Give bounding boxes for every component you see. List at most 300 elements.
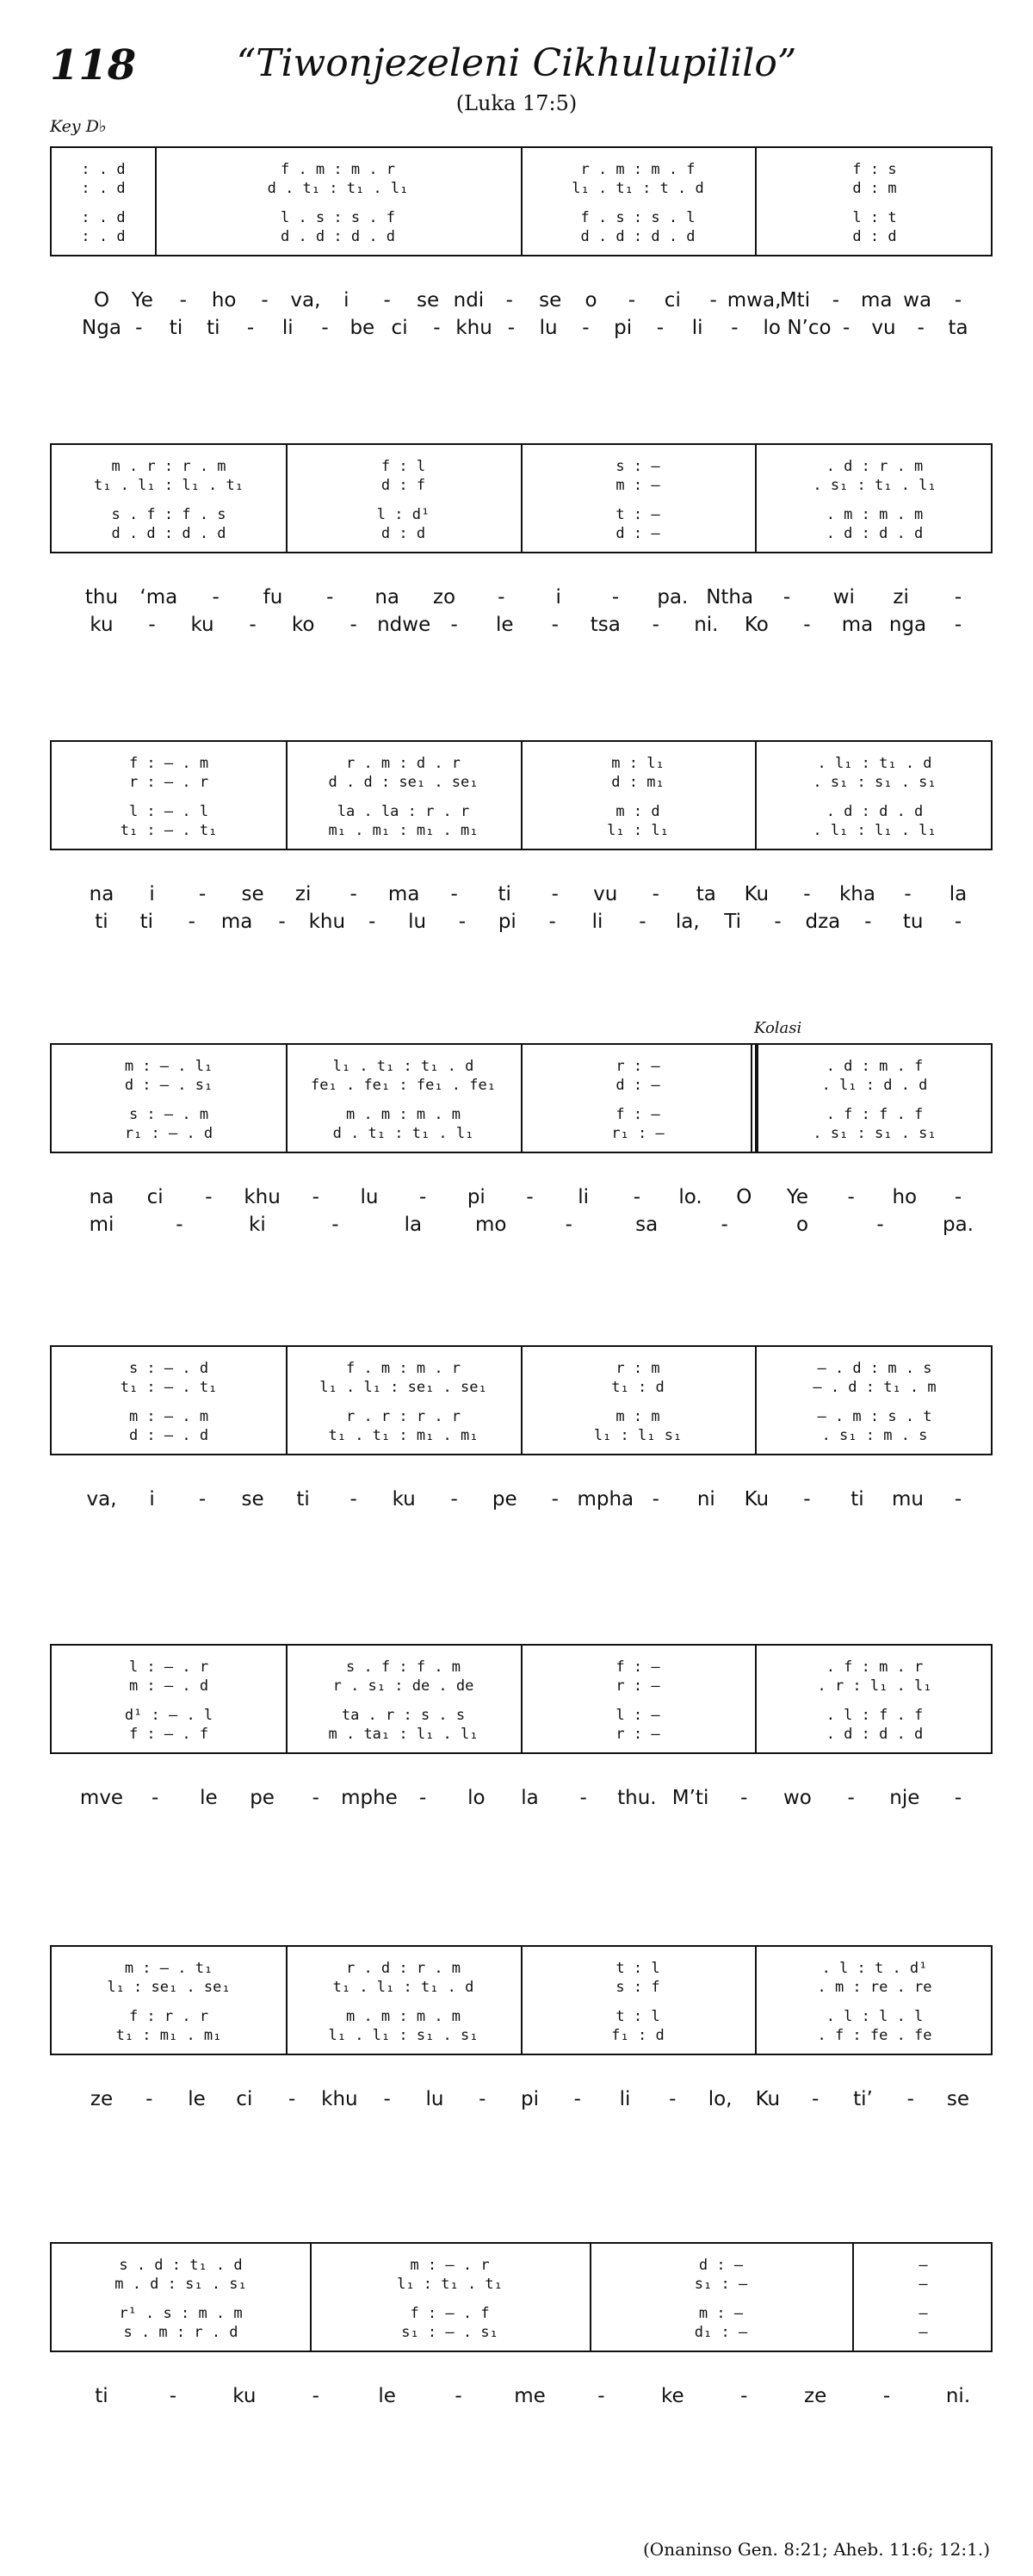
- score-system: [50, 2242, 993, 2352]
- voice-tenor: . d : d . d: [826, 803, 924, 820]
- lyric-syllable: -: [803, 1488, 811, 1510]
- lyric-syllable: -: [633, 1186, 641, 1208]
- lyric-syllable: -: [455, 2385, 462, 2407]
- voice-soprano: f . m : m . r: [345, 1360, 461, 1377]
- lyric-syllable: lo.: [678, 1186, 702, 1208]
- lyric-syllable: ho: [211, 289, 237, 312]
- voice-alto: – . d : t₁ . m: [813, 1379, 937, 1396]
- barline: [521, 148, 523, 255]
- lyric-line: [50, 2086, 993, 2114]
- lyric-syllable: -: [740, 2385, 748, 2407]
- lyric-syllable: be: [349, 317, 375, 339]
- lyric-syllable: ke: [661, 2385, 684, 2407]
- lyric-syllable: ndi: [453, 289, 485, 312]
- voice-soprano: m . r : r . m: [111, 458, 226, 475]
- barline: [286, 1947, 288, 2054]
- voice-tenor: . l : f . f: [826, 1707, 924, 1724]
- lyric-syllable: ti: [95, 911, 108, 933]
- hymn-title: “Tiwonjezeleni Cikhulupililo”: [236, 41, 797, 85]
- lyric-syllable: -: [179, 289, 187, 312]
- voice-alto: l₁ . l₁ : se₁ . se₁: [319, 1379, 487, 1396]
- lyric-syllable: li: [619, 2088, 631, 2110]
- measure: [55, 1947, 282, 2054]
- lyric-syllable: -: [246, 317, 255, 339]
- lyric-syllable: wo: [782, 1787, 812, 1809]
- lyric-syllable: -: [145, 2088, 153, 2110]
- lyric-syllable: mu: [891, 1488, 924, 1510]
- voice-soprano: m : – . r: [410, 2257, 490, 2274]
- lyric-syllable: le: [200, 1787, 218, 1809]
- footer-references: (Onaninso Gen. 8:21; Aheb. 11:6; 12:1.): [643, 2539, 990, 2560]
- hymn-number: 118: [50, 41, 137, 90]
- lyric-syllable: pi: [614, 317, 633, 339]
- voice-soprano: r . d : r . m: [345, 1960, 461, 1977]
- lyric-syllable: ni.: [694, 614, 719, 636]
- lyric-syllable: -: [565, 1214, 572, 1236]
- lyric-syllable: -: [843, 317, 851, 339]
- voice-soprano: f : – . m: [128, 755, 209, 772]
- voice-bass: : . d: [81, 228, 126, 245]
- voice-tenor: m . m : m . m: [345, 2008, 461, 2025]
- lyric-syllable: na: [89, 883, 114, 905]
- lyric-syllable: Ti: [724, 911, 742, 933]
- measure: [758, 1045, 991, 1152]
- voice-soprano: m : – . t₁: [124, 1960, 213, 1977]
- voice-alto: . s₁ : t₁ . l₁: [813, 477, 937, 494]
- voice-alto: r : – . r: [128, 774, 209, 791]
- score-system: [50, 443, 993, 553]
- lyric-syllable: la,: [675, 911, 700, 933]
- lyric-syllable: lu: [539, 317, 558, 339]
- lyric-syllable: li: [281, 317, 294, 339]
- voice-soprano: s . f : f . m: [345, 1659, 461, 1676]
- lyric-syllable: ni.: [945, 2385, 971, 2407]
- voice-tenor: s : – . m: [128, 1106, 209, 1123]
- voice-alto: l₁ . t₁ : t . d: [572, 180, 704, 197]
- lyric-syllable: -: [652, 883, 659, 905]
- lyric-syllable: mo: [475, 1214, 507, 1236]
- lyric-syllable: thu: [84, 586, 119, 608]
- lyric-syllable: vu: [871, 317, 896, 339]
- voice-alto: t₁ : d: [611, 1379, 665, 1396]
- lyric-syllable: sa: [635, 1214, 659, 1236]
- lyric-syllable: se: [241, 1488, 264, 1510]
- lyric-syllable: -: [906, 2088, 914, 2110]
- lyric-syllable: pi: [467, 1186, 486, 1208]
- barline: [286, 445, 288, 552]
- measure: [289, 742, 517, 849]
- lyric-syllable: ku: [392, 1488, 416, 1510]
- voice-tenor: . m : m . m: [826, 506, 924, 523]
- voice-bass: . d : d . d: [826, 525, 924, 542]
- lyric-line: [50, 1184, 993, 1212]
- measure: [524, 1347, 752, 1454]
- measure: [55, 1646, 282, 1752]
- lyric-syllable: wi: [832, 586, 855, 608]
- voice-tenor: f : —: [615, 1106, 660, 1123]
- lyric-syllable: -: [803, 883, 811, 905]
- voice-tenor: ta . r : s . s: [341, 1707, 466, 1724]
- voice-bass: . f : fe . fe: [817, 2027, 932, 2044]
- lyric-syllable: tsa: [590, 614, 621, 636]
- lyric-syllable: Ntha: [706, 586, 754, 608]
- barline: [755, 445, 757, 552]
- lyric-syllable: ma: [387, 883, 420, 905]
- measure: [524, 1947, 752, 2054]
- lyric-syllable: se: [946, 2088, 970, 2110]
- voice-soprano: l : – . r: [128, 1659, 209, 1676]
- voice-tenor: l . s : s . f: [280, 209, 396, 226]
- voice-tenor: f : – . f: [410, 2305, 490, 2322]
- voice-soprano: f : s: [852, 161, 897, 178]
- voice-soprano: r : —: [615, 1058, 660, 1075]
- voice-soprano: f . m : m . r: [280, 161, 396, 178]
- lyric-syllable: wa: [903, 289, 932, 312]
- voice-soprano: . d : r . m: [826, 458, 924, 475]
- lyric-syllable: -: [198, 1488, 207, 1510]
- lyric-syllable: -: [954, 1186, 962, 1208]
- lyric-syllable: dza: [805, 911, 841, 933]
- voice-alto: d : m₁: [611, 774, 665, 791]
- voice-alto: t₁ . l₁ : t₁ . d: [332, 1979, 474, 1996]
- voice-alto: t₁ : – . t₁: [120, 1379, 218, 1396]
- lyric-syllable: -: [261, 289, 269, 312]
- voice-tenor: r¹ . s : m . m: [119, 2305, 243, 2322]
- measure: [55, 1045, 282, 1152]
- voice-bass: l₁ . l₁ : s₁ . s₁: [328, 2027, 479, 2044]
- lyric-syllable: ta: [948, 317, 968, 339]
- measure: [55, 742, 282, 849]
- voice-tenor: l : —: [615, 1707, 660, 1724]
- lyric-syllable: fu: [263, 586, 283, 608]
- lyric-syllable: -: [548, 911, 556, 933]
- voice-soprano: f : —: [615, 1659, 660, 1676]
- lyric-syllable: -: [331, 1214, 339, 1236]
- lyric-syllable: khu: [308, 911, 346, 933]
- measure: [524, 742, 752, 849]
- lyric-syllable: -: [505, 289, 513, 312]
- voice-bass: l₁ : l₁ s₁: [593, 1427, 683, 1444]
- barline: [755, 148, 757, 255]
- lyric-syllable: -: [882, 2385, 891, 2407]
- voice-tenor: —: [919, 2305, 928, 2322]
- lyric-syllable: ci: [664, 289, 681, 312]
- barline: [521, 1045, 523, 1152]
- lyric-line: [50, 1785, 993, 1813]
- lyric-syllable: -: [573, 2088, 581, 2110]
- voice-tenor: t : —: [615, 506, 660, 523]
- voice-tenor: f : r . r: [128, 2008, 209, 2025]
- lyric-syllable: -: [847, 1787, 855, 1809]
- lyric-syllable: -: [652, 1488, 659, 1510]
- lyric-syllable: -: [205, 1186, 213, 1208]
- lyric-syllable: la: [404, 1214, 423, 1236]
- lyric-syllable: lu: [360, 1186, 379, 1208]
- lyric-syllable: -: [954, 614, 962, 636]
- voice-bass: r₁ : —: [611, 1125, 665, 1142]
- voice-tenor: t : l: [615, 2008, 660, 2025]
- barline: [286, 1045, 288, 1152]
- measure: [55, 148, 152, 255]
- lyric-syllable: ko: [291, 614, 315, 636]
- lyric-line: [50, 287, 993, 315]
- lyric-syllable: -: [418, 1186, 427, 1208]
- voice-tenor: . l : l . l: [826, 2008, 924, 2025]
- barline: [521, 445, 523, 552]
- lyric-syllable: i: [149, 1488, 155, 1510]
- lyric-syllable: Ye: [786, 1186, 809, 1208]
- voice-tenor: – . m : s . t: [817, 1408, 932, 1425]
- score-system: [50, 1043, 993, 1153]
- scripture-reference: (Luka 17:5): [455, 91, 578, 115]
- voice-alto: . l₁ : d . d: [821, 1077, 928, 1094]
- score-system: [50, 1945, 993, 2055]
- lyric-syllable: -: [249, 614, 257, 636]
- lyric-syllable: ti: [207, 317, 220, 339]
- voice-bass: f₁ : d: [611, 2027, 665, 2044]
- lyric-syllable: tu: [902, 911, 924, 933]
- lyric-syllable: pe: [492, 1488, 517, 1510]
- lyric-syllable: se: [241, 883, 264, 905]
- lyric-syllable: -: [954, 586, 962, 608]
- lyric-syllable: -: [782, 586, 791, 608]
- lyric-syllable: -: [639, 911, 646, 933]
- lyric-syllable: ni: [696, 1488, 715, 1510]
- lyric-syllable: mwa,: [727, 289, 782, 312]
- voice-alto: m : —: [615, 477, 660, 494]
- lyric-syllable: -: [551, 883, 559, 905]
- lyric-syllable: ti’: [853, 2088, 873, 2110]
- voice-bass: d₁ : —: [694, 2324, 748, 2341]
- lyric-syllable: -: [847, 1186, 855, 1208]
- lyric-syllable: mve: [79, 1787, 124, 1809]
- lyric-syllable: -: [349, 883, 357, 905]
- measure: [758, 1646, 991, 1752]
- voice-bass: m₁ . m₁ : m₁ . m₁: [328, 822, 479, 839]
- barline: [286, 1347, 288, 1454]
- voice-bass: d : d: [380, 525, 426, 542]
- lyric-syllable: -: [876, 1214, 884, 1236]
- measure: [289, 445, 517, 552]
- lyric-syllable: -: [169, 2385, 177, 2407]
- barline: [310, 2244, 312, 2351]
- barline: [755, 742, 757, 849]
- lyric-syllable: -: [656, 317, 665, 339]
- barline: [521, 742, 523, 849]
- key-signature: Key D♭: [50, 117, 107, 136]
- voice-bass: t₁ : m₁ . m₁: [115, 2027, 222, 2044]
- lyric-syllable: ndwe: [377, 614, 431, 636]
- lyric-syllable: i: [149, 883, 155, 905]
- voice-bass: . s₁ : s₁ . s₁: [813, 1125, 937, 1142]
- lyric-syllable: -: [812, 2088, 820, 2110]
- barline: [590, 2244, 591, 2351]
- lyric-syllable: khu: [455, 317, 492, 339]
- voice-bass: . l₁ : l₁ . l₁: [813, 822, 937, 839]
- lyric-syllable: va,: [86, 1488, 117, 1510]
- measure: [158, 148, 517, 255]
- lyric-syllable: ho: [892, 1186, 918, 1208]
- lyric-syllable: se: [539, 289, 562, 312]
- voice-alto: d : —: [615, 1077, 660, 1094]
- measure: [313, 2244, 586, 2351]
- voice-alto: r . s₁ : de . de: [332, 1677, 474, 1695]
- lyric-syllable: se: [416, 289, 440, 312]
- lyric-syllable: mpha: [577, 1488, 634, 1510]
- measure: [524, 1045, 752, 1152]
- lyric-syllable: -: [312, 1186, 319, 1208]
- lyric-syllable: ki: [249, 1214, 266, 1236]
- lyric-syllable: -: [212, 586, 220, 608]
- lyric-syllable: Nga: [82, 317, 121, 339]
- voice-soprano: – . d : m . s: [817, 1360, 932, 1377]
- voice-bass: r₁ : – . d: [124, 1125, 213, 1142]
- voice-tenor: s . f : f . s: [111, 506, 226, 523]
- lyric-syllable: ma: [220, 911, 253, 933]
- lyric-syllable: o: [796, 1214, 809, 1236]
- lyric-syllable: -: [628, 289, 636, 312]
- lyric-syllable: -: [803, 614, 811, 636]
- lyric-syllable: -: [383, 289, 391, 312]
- lyric-syllable: -: [312, 1787, 319, 1809]
- voice-alto: m . d : s₁ . s₁: [114, 2276, 247, 2293]
- barline: [852, 2244, 854, 2351]
- voice-tenor: m : m: [615, 1408, 660, 1425]
- lyric-syllable: -: [832, 289, 839, 312]
- lyric-syllable: le: [495, 614, 514, 636]
- lyric-syllable: -: [669, 2088, 677, 2110]
- voice-bass: s . m : r . d: [123, 2324, 238, 2341]
- lyric-syllable: Ku: [744, 883, 770, 905]
- lyric-syllable: -: [652, 614, 659, 636]
- voice-bass: t₁ . t₁ : m₁ . m₁: [328, 1427, 479, 1444]
- lyric-syllable: -: [507, 317, 516, 339]
- lyric-syllable: Ko: [744, 614, 769, 636]
- voice-alto: . r : l₁ . l₁: [817, 1677, 932, 1695]
- score-system: [50, 146, 993, 256]
- barline: [155, 148, 157, 255]
- voice-tenor: m : – . m: [128, 1408, 209, 1425]
- measure: [758, 1947, 991, 2054]
- lyric-syllable: -: [288, 2088, 296, 2110]
- lyric-syllable: O: [93, 289, 110, 312]
- lyric-syllable: nje: [889, 1787, 920, 1809]
- lyric-syllable: -: [904, 883, 912, 905]
- voice-soprano: f : l: [380, 458, 426, 475]
- lyric-syllable: -: [479, 2088, 486, 2110]
- voice-alto: l₁ : t₁ . t₁: [397, 2276, 503, 2293]
- voice-alto: m : – . d: [128, 1677, 209, 1695]
- voice-alto: s₁ : —: [694, 2276, 748, 2293]
- lyric-syllable: -: [611, 586, 620, 608]
- lyric-syllable: ze: [804, 2385, 827, 2407]
- measure: [289, 1045, 517, 1152]
- voice-alto: : . d: [81, 180, 126, 197]
- lyric-syllable: -: [278, 911, 286, 933]
- lyric-syllable: lo: [467, 1787, 486, 1809]
- voice-tenor: m : —: [698, 2305, 744, 2322]
- score-system: [50, 1345, 993, 1455]
- lyric-syllable: -: [774, 911, 782, 933]
- score-system: [50, 740, 993, 850]
- lyric-syllable: ci: [391, 317, 408, 339]
- measure: [524, 1646, 752, 1752]
- lyric-syllable: khu: [321, 2088, 358, 2110]
- lyric-syllable: me: [514, 2385, 546, 2407]
- lyric-line: [50, 584, 993, 612]
- lyric-line: [50, 881, 993, 909]
- lyric-syllable: ku: [90, 614, 114, 636]
- voice-tenor: l : – . l: [128, 803, 209, 820]
- voice-tenor: m . m : m . m: [345, 1106, 461, 1123]
- lyric-syllable: -: [349, 614, 357, 636]
- lyric-syllable: N’co: [787, 317, 832, 339]
- lyric-syllable: -: [383, 2088, 391, 2110]
- voice-soprano: . d : m . f: [826, 1058, 924, 1075]
- voice-soprano: . l : t . d¹: [821, 1960, 928, 1977]
- lyric-syllable: i: [343, 289, 349, 312]
- voice-bass: —: [919, 2324, 928, 2341]
- lyric-syllable: va,: [290, 289, 321, 312]
- lyric-syllable: -: [148, 614, 156, 636]
- lyric-syllable: M’ti: [671, 1787, 709, 1809]
- voice-alto: r : —: [615, 1677, 660, 1695]
- voice-alto: d . t₁ : t₁ . l₁: [267, 180, 409, 197]
- lyric-syllable: -: [326, 586, 334, 608]
- voice-bass: d . d : d . d: [280, 228, 396, 245]
- voice-alto: s : f: [615, 1979, 660, 1996]
- measure: [55, 2244, 306, 2351]
- voice-tenor: f . s : s . l: [580, 209, 696, 226]
- lyric-syllable: -: [450, 1488, 458, 1510]
- lyric-syllable: Ku: [744, 1488, 770, 1510]
- lyric-syllable: lu: [425, 2088, 444, 2110]
- voice-bass: . d : d . d: [826, 1726, 924, 1743]
- lyric-syllable: mi: [89, 1214, 114, 1236]
- lyric-syllable: -: [954, 289, 962, 312]
- lyric-syllable: -: [188, 911, 195, 933]
- lyric-syllable: ti: [169, 317, 183, 339]
- lyric-syllable: o: [585, 289, 597, 312]
- lyric-syllable: thu.: [617, 1787, 657, 1809]
- lyric-syllable: -: [740, 1787, 748, 1809]
- voice-tenor: r . r : r . r: [345, 1408, 461, 1425]
- lyric-syllable: -: [498, 586, 505, 608]
- lyric-syllable: pa.: [657, 586, 689, 608]
- lyric-syllable: -: [917, 317, 925, 339]
- lyric-syllable: -: [450, 614, 458, 636]
- lyric-syllable: ti: [139, 911, 154, 933]
- lyric-line: [50, 909, 993, 936]
- lyric-syllable: O: [736, 1186, 752, 1208]
- lyric-syllable: vu: [593, 883, 618, 905]
- voice-soprano: d : —: [698, 2257, 744, 2274]
- voice-alto: d : – . s₁: [124, 1077, 213, 1094]
- lyric-syllable: ci: [236, 2088, 253, 2110]
- lyric-syllable: lo,: [708, 2088, 733, 2110]
- score-system: [50, 1644, 993, 1754]
- voice-bass: t₁ : – . t₁: [120, 822, 218, 839]
- barline: [286, 1646, 288, 1752]
- lyric-syllable: pa.: [942, 1214, 974, 1236]
- lyric-syllable: -: [721, 1214, 728, 1236]
- voice-bass: d . d : d . d: [580, 228, 696, 245]
- lyric-syllable: pe: [250, 1787, 275, 1809]
- measure: [524, 445, 752, 552]
- measure: [758, 1347, 991, 1454]
- voice-alto: d . d : se₁ . se₁: [328, 774, 479, 791]
- measure: [289, 1347, 517, 1454]
